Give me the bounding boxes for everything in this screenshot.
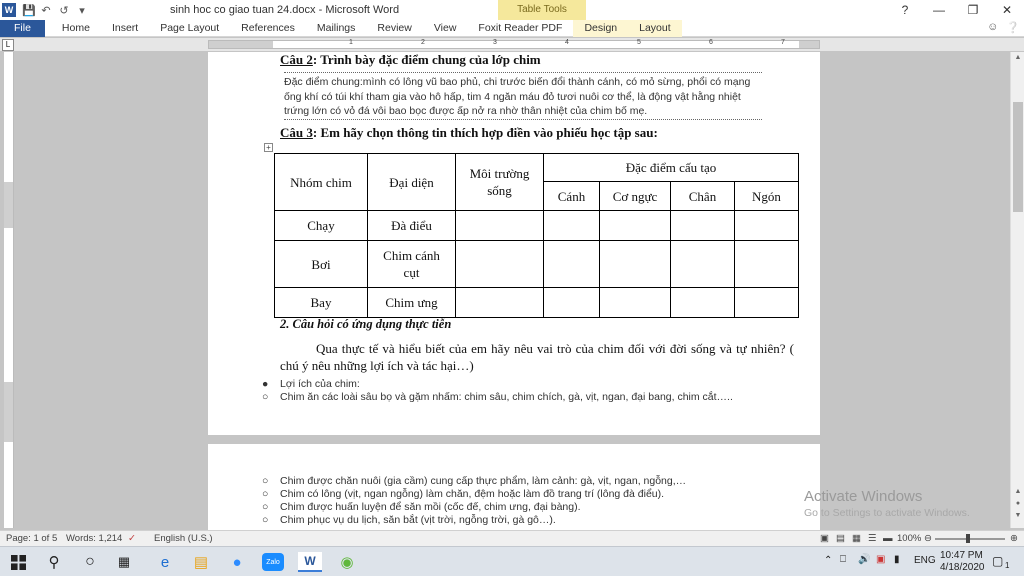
ruler-margin-right xyxy=(799,41,819,48)
cell-empty[interactable] xyxy=(456,211,544,241)
word-taskbar-icon[interactable]: W xyxy=(298,552,322,572)
show-hidden-icons-icon[interactable]: ⌃ xyxy=(824,555,833,566)
cell-empty[interactable] xyxy=(456,288,544,318)
zoom-slider[interactable] xyxy=(935,538,1005,540)
vertical-scrollbar[interactable] xyxy=(1010,52,1024,528)
section-2-heading: 2. Câu hỏi có ứng dụng thực tiễn xyxy=(280,317,452,331)
window-title: sinh hoc co giao tuan 24.docx - Microsoft Word xyxy=(170,4,400,16)
word-count[interactable]: Words: 1,214 xyxy=(66,533,123,544)
cell-empty[interactable] xyxy=(735,211,799,241)
ruler-label: 4 xyxy=(565,39,569,46)
network-icon[interactable]: ⎕ xyxy=(840,554,846,565)
smiley-icon[interactable]: ☺ xyxy=(987,21,999,33)
cell-empty[interactable] xyxy=(600,288,671,318)
task-view-icon[interactable]: ▦ xyxy=(117,554,131,569)
windows-start-icon[interactable] xyxy=(8,552,28,572)
scroll-thumb[interactable] xyxy=(1013,102,1023,212)
header-representative: Đại diện xyxy=(368,154,456,211)
tab-foxit-reader-pdf[interactable]: Foxit Reader PDF xyxy=(478,21,563,34)
table-row xyxy=(275,241,799,288)
language[interactable]: English (U.S.) xyxy=(154,533,213,544)
question-3 xyxy=(280,125,658,141)
status-bar xyxy=(0,530,1024,546)
question-2 xyxy=(280,52,541,68)
circle-bullet-icon: ○ xyxy=(262,501,269,513)
cell-representative[interactable]: Chim cánh cụt xyxy=(368,241,456,288)
web-layout-icon[interactable]: ▦ xyxy=(852,533,861,544)
header-group: Nhóm chim xyxy=(275,154,368,211)
question-2-answer[interactable]: Đặc điểm chung:mình có lông vũ bao phủ, chi trước biến đổi thành cánh, có mỏ sừng, phổi có mạng ống khí có túi khí tham gia vào hô hấp, tim 4 ngăn máu đỏ tươi nuôi cơ thể, là động vật hằng nhiệt trứng lớn có vỏ đá vôi bao bọc được ấp nở ra nhờ thân nhiệt của chim bố mẹ. xyxy=(284,72,762,120)
list-item-text: Chim được chăn nuôi (gia cầm) cung cấp thực phẩm, làm cảnh: gà, vịt, ngan, ngỗng,… xyxy=(280,475,687,487)
cell-empty[interactable] xyxy=(456,241,544,288)
cell-empty[interactable] xyxy=(600,211,671,241)
tab-references[interactable]: References xyxy=(241,21,295,34)
activate-windows-subtitle: Go to Settings to activate Windows. xyxy=(804,507,970,519)
bullet-icon: ● xyxy=(262,378,269,390)
cell-empty[interactable] xyxy=(735,288,799,318)
full-screen-icon[interactable]: ▤ xyxy=(836,533,845,544)
list-item-text: Chim được huấn luyện để săn mồi (cốc đế, chim ưng, đại bàng). xyxy=(280,501,581,513)
ruler-shade xyxy=(4,182,13,228)
zoom-level[interactable]: 100% xyxy=(897,533,922,544)
ruler-shade xyxy=(4,382,13,442)
ruler-label: 7 xyxy=(781,39,785,46)
help-icon[interactable]: ? xyxy=(901,3,909,17)
header-wing: Cánh xyxy=(544,182,600,211)
header-leg: Chân xyxy=(671,182,735,211)
print-layout-icon[interactable]: ▣ xyxy=(820,533,829,544)
clock-time[interactable]: 10:47 PM xyxy=(940,550,983,561)
question-3-number: Câu 3 xyxy=(280,125,313,140)
cell-representative[interactable]: Đà điểu xyxy=(368,211,456,241)
cell-empty[interactable] xyxy=(544,241,600,288)
notification-icon[interactable]: ▢ xyxy=(992,554,1004,568)
quick-access-toolbar xyxy=(0,3,88,17)
list-item-text: Chim phục vụ du lịch, săn bắt (vịt trời, ngỗng trời, gà gô…). xyxy=(280,514,556,526)
list-item[interactable] xyxy=(262,475,687,487)
list-item-text: Chim ăn các loài sâu bọ và gặm nhấm: chim sâu, chim chích, gà, vịt, ngan, đại bang, chim cắt….. xyxy=(280,391,733,403)
ruler-label: 2 xyxy=(421,39,425,46)
worksheet-table[interactable] xyxy=(274,153,799,318)
edge-icon[interactable]: e xyxy=(160,553,170,571)
zoom-in-icon[interactable]: ⊕ xyxy=(1010,533,1018,544)
zoom-slider-thumb[interactable] xyxy=(966,534,970,543)
question-3-text: : Em hãy chọn thông tin thích hợp điền vào phiếu học tập sau: xyxy=(312,125,658,140)
list-item-text: Lợi ích của chim: xyxy=(280,378,360,390)
ruler-margin-left xyxy=(209,41,273,48)
question-2-text: : Trình bày đặc điểm chung của lớp chim xyxy=(312,52,541,67)
cell-empty[interactable] xyxy=(544,211,600,241)
next-page-icon[interactable]: ▼ xyxy=(1014,512,1022,519)
cell-empty[interactable] xyxy=(671,211,735,241)
taskbar xyxy=(0,546,1024,576)
battery-icon[interactable]: ▮ xyxy=(894,554,900,565)
minimize-button[interactable]: — xyxy=(933,3,945,17)
cell-empty[interactable] xyxy=(544,288,600,318)
document-page[interactable] xyxy=(208,52,820,435)
tab-view[interactable]: View xyxy=(433,21,457,34)
list-item-text: Chim có lông (vịt, ngan ngỗng) làm chăn, đệm hoặc làm đồ trang trí (lông đà điểu). xyxy=(280,488,665,500)
cell-representative[interactable]: Chim ưng xyxy=(368,288,456,318)
tab-layout[interactable]: Layout xyxy=(628,20,682,37)
restore-button[interactable]: ❐ xyxy=(967,3,979,17)
scroll-up-icon[interactable]: ▲ xyxy=(1014,54,1022,61)
zoom-out-icon[interactable]: ⊖ xyxy=(924,533,932,544)
browse-object-icon[interactable]: ● xyxy=(1015,500,1021,507)
header-environment: Môi trường sống xyxy=(456,154,544,211)
cell-group[interactable]: Bay xyxy=(275,288,368,318)
redo-icon[interactable]: ↺ xyxy=(59,4,69,17)
tab-selector-button[interactable]: L xyxy=(2,39,14,51)
title-bar xyxy=(0,0,1024,20)
file-explorer-icon[interactable]: ▤ xyxy=(193,554,209,571)
table-row xyxy=(275,288,799,318)
question-2-number: Câu 2 xyxy=(280,52,313,67)
save-icon[interactable]: 💾 xyxy=(22,4,36,17)
header-structure: Đặc điểm cấu tạo xyxy=(544,154,799,182)
vertical-ruler[interactable] xyxy=(4,52,14,528)
proofing-icon[interactable]: ✓ xyxy=(128,533,136,544)
tab-home[interactable]: Home xyxy=(61,21,90,34)
cell-empty[interactable] xyxy=(671,241,735,288)
header-toe: Ngón xyxy=(735,182,799,211)
circle-bullet-icon: ○ xyxy=(262,488,269,500)
clock-date[interactable]: 4/18/2020 xyxy=(940,562,985,573)
customize-icon[interactable]: ▾ xyxy=(79,4,85,17)
draft-icon[interactable]: ▬ xyxy=(883,533,893,544)
document-page[interactable] xyxy=(208,444,820,530)
search-icon[interactable]: ⚲ xyxy=(48,554,60,571)
horizontal-ruler[interactable] xyxy=(208,40,820,49)
zalo-icon[interactable]: Zalo xyxy=(262,553,284,571)
undo-icon[interactable]: ↶ xyxy=(41,4,51,17)
cell-group[interactable]: Chạy xyxy=(275,211,368,241)
activate-windows-title: Activate Windows xyxy=(804,488,923,505)
tab-insert[interactable]: Insert xyxy=(111,21,139,34)
cell-empty[interactable] xyxy=(671,288,735,318)
close-button[interactable]: ✕ xyxy=(1001,3,1013,17)
table-move-handle-icon[interactable]: + xyxy=(264,143,273,152)
cell-empty[interactable] xyxy=(600,241,671,288)
word-icon[interactable]: W xyxy=(2,3,16,17)
help-icon[interactable]: ❔ xyxy=(1006,22,1020,34)
notification-count: 1 xyxy=(1005,561,1010,570)
ribbon-tabs xyxy=(0,20,1024,37)
tab-mailings[interactable]: Mailings xyxy=(316,21,356,34)
table-tools-label: Table Tools xyxy=(498,0,586,20)
list-item[interactable] xyxy=(262,488,665,500)
tab-file[interactable]: File xyxy=(0,20,45,37)
tab-page-layout[interactable]: Page Layout xyxy=(160,21,220,34)
zoom-app-icon[interactable]: ● xyxy=(232,553,242,571)
ruler-label: 3 xyxy=(493,39,497,46)
ruler-label: 1 xyxy=(349,39,353,46)
table-row xyxy=(275,211,799,241)
coccoc-icon[interactable]: ◉ xyxy=(340,554,354,571)
previous-page-icon[interactable]: ▲ xyxy=(1014,488,1022,495)
ruler-label: 5 xyxy=(637,39,641,46)
question-paragraph[interactable]: Qua thực tế và hiểu biết của em hãy nêu vai trò của chim đối với đời sống và tự nhiên? ( chú ý nêu những lợi ích và tác hại…) xyxy=(280,341,794,373)
cortana-icon[interactable]: ○ xyxy=(85,553,95,570)
volume-icon[interactable]: 🔊 xyxy=(858,554,871,565)
list-item[interactable] xyxy=(262,391,733,403)
circle-bullet-icon: ○ xyxy=(262,475,269,487)
list-item[interactable] xyxy=(262,501,581,513)
header-chest-muscle: Cơ ngực xyxy=(600,182,671,211)
page-count[interactable]: Page: 1 of 5 xyxy=(6,533,58,544)
cell-group[interactable]: Bơi xyxy=(275,241,368,288)
tab-review[interactable]: Review xyxy=(377,21,412,34)
circle-bullet-icon: ○ xyxy=(262,391,269,403)
input-language[interactable]: ENG xyxy=(914,555,936,566)
ruler-label: 6 xyxy=(709,39,713,46)
cell-empty[interactable] xyxy=(735,241,799,288)
list-item[interactable] xyxy=(262,378,360,390)
outline-icon[interactable]: ☰ xyxy=(868,533,877,544)
list-item[interactable] xyxy=(262,514,556,526)
antivirus-icon[interactable]: ▣ xyxy=(876,554,886,565)
tab-design[interactable]: Design xyxy=(573,20,628,37)
circle-bullet-icon: ○ xyxy=(262,514,269,526)
